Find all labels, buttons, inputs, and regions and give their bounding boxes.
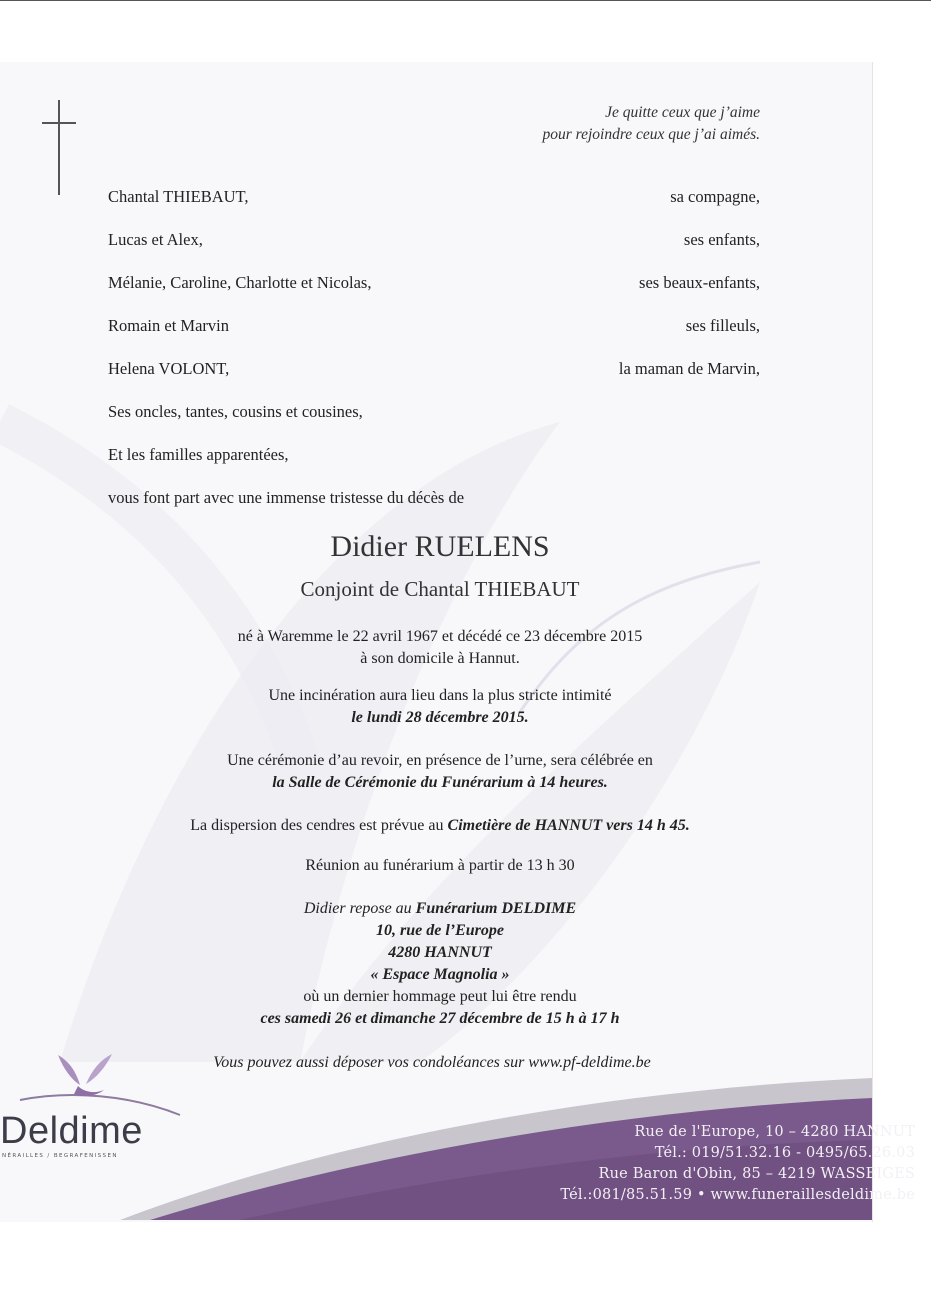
ceremony-place: la Salle de Cérémonie du Funérarium à 14 heures.: [272, 774, 608, 791]
logo-wordmark: Deldime: [0, 1110, 143, 1152]
family-row: [108, 230, 760, 250]
family-row: [108, 316, 760, 336]
hommage-line: où un dernier hommage peut lui être rendu: [303, 988, 577, 1005]
family-names: Mélanie, Caroline, Charlotte et Nicolas,: [108, 273, 372, 292]
funerarium-name: Funérarium DELDIME: [415, 900, 577, 917]
footer-phone-1: Tél.: 019/51.32.16 - 0495/65.26.03: [654, 1145, 915, 1161]
footer-address-2: Rue Baron d'Obin, 85 – 4219 WASSEIGES: [598, 1166, 915, 1182]
announcement-line: vous font part avec une immense tristesse du décès de: [108, 488, 465, 507]
family-names: Lucas et Alex,: [108, 230, 203, 249]
family-relation: la maman de Marvin,: [618, 359, 760, 378]
scan-edge: [0, 0, 931, 1]
epitaph-quote: [542, 102, 760, 146]
repose-line: [0, 898, 880, 920]
family-row: [108, 445, 760, 465]
footer-address-block: [560, 1122, 915, 1206]
quote-line-2: pour rejoindre ceux que j’ai aimés.: [542, 126, 760, 143]
footer-phone-web: Tél.:081/85.51.59 • www.funeraillesdeldime.be: [560, 1187, 915, 1203]
incineration-date: le lundi 28 décembre 2015.: [351, 709, 529, 726]
logo-tagline: NÉRAILLES / BEGRAFENISSEN: [2, 1153, 118, 1159]
condolences-line: Vous pouvez aussi déposer vos condoléances sur www.pf-deldime.be: [213, 1054, 651, 1071]
family-names: Romain et Marvin: [108, 316, 229, 335]
visiting-hours: ces samedi 26 et dimanche 27 décembre de 15 h à 17 h: [260, 1010, 620, 1027]
birth-death-line: né à Waremme le 22 avril 1967 et décédé ce 23 décembre 2015: [237, 628, 643, 645]
funerarium-city: 4280 HANNUT: [388, 944, 492, 961]
family-names: Helena VOLONT,: [108, 359, 230, 378]
family-relation: ses filleuls,: [685, 316, 760, 335]
dove-logo-icon: [50, 1050, 120, 1105]
repose-text: Didier repose au: [303, 900, 412, 917]
quote-line-1: Je quitte ceux que j’aime: [605, 104, 760, 121]
deceased-name: Didier RUELENS: [330, 530, 550, 563]
dispersion-line: [0, 815, 880, 837]
family-row: [108, 273, 760, 293]
dispersion-text: La dispersion des cendres est prévue au: [190, 817, 444, 834]
family-row: [108, 187, 760, 207]
family-relation: sa compagne,: [670, 187, 760, 206]
family-names: Chantal THIEBAUT,: [108, 187, 249, 206]
dispersion-place: Cimetière de HANNUT vers 14 h 45.: [447, 817, 690, 834]
footer-address-1: Rue de l'Europe, 10 – 4280 HANNUT: [634, 1124, 915, 1140]
death-place-line: à son domicile à Hannut.: [360, 650, 520, 667]
cross-icon: [40, 100, 80, 200]
family-row: [108, 488, 760, 508]
family-names: Ses oncles, tantes, cousins et cousines,: [108, 402, 363, 421]
funerarium-street: 10, rue de l’Europe: [376, 922, 504, 939]
deceased-spouse: Conjoint de Chantal THIEBAUT: [300, 577, 580, 601]
family-names: Et les familles apparentées,: [108, 445, 289, 464]
funerarium-room: « Espace Magnolia »: [370, 966, 510, 983]
incineration-line: Une incinération aura lieu dans la plus stricte intimité: [268, 687, 612, 704]
family-row: [108, 402, 760, 422]
family-relation: ses beaux-enfants,: [639, 273, 760, 292]
reunion-line: Réunion au funérarium à partir de 13 h 30: [305, 857, 575, 874]
family-row: [108, 359, 760, 379]
family-relation: ses enfants,: [683, 230, 760, 249]
ceremony-line: Une cérémonie d’au revoir, en présence de l’urne, sera célébrée en: [227, 752, 653, 769]
